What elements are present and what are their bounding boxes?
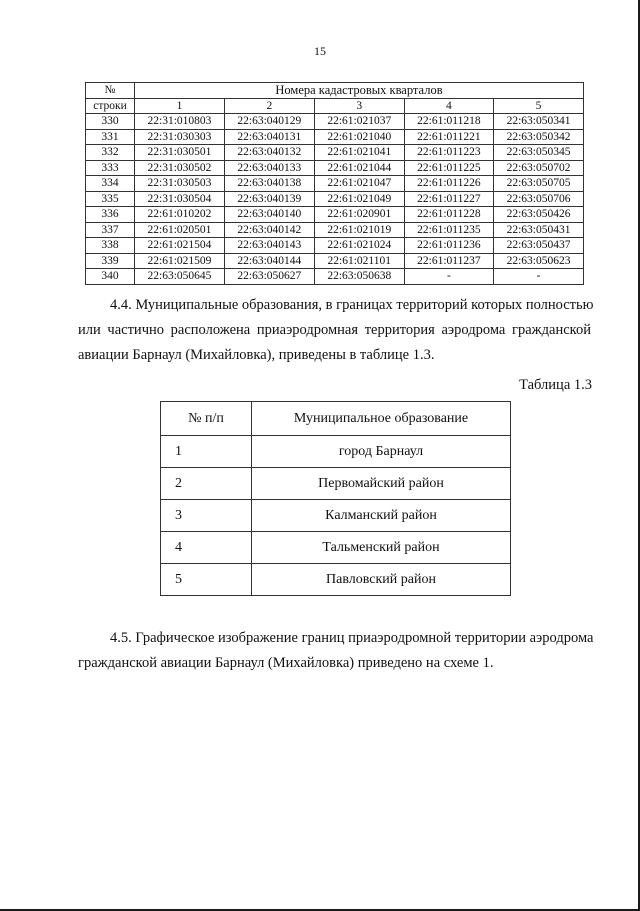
number-cell: 2 [161, 468, 252, 500]
cadastral-number-cell: 22:63:040133 [224, 160, 314, 176]
cadastral-number-cell: - [404, 269, 493, 285]
municipality-name-cell: Павловский район [252, 564, 511, 596]
cadastral-number-cell: 22:63:040138 [224, 176, 314, 192]
paragraph-4-5 [78, 626, 594, 676]
column-number: 3 [314, 98, 404, 114]
table-row [86, 207, 584, 223]
number-column-header: № п/п [161, 402, 252, 436]
cadastral-number-cell: 22:61:021504 [135, 238, 225, 254]
table-row [161, 532, 511, 564]
table-row [86, 160, 584, 176]
cadastral-number-cell: 22:61:021019 [314, 222, 404, 238]
cadastral-quarters-table [85, 82, 584, 285]
municipality-name-cell: Тальменский район [252, 532, 511, 564]
cadastral-number-cell: 22:63:050623 [494, 253, 584, 269]
cadastral-number-cell: 22:61:011237 [404, 253, 493, 269]
table-row [161, 468, 511, 500]
cadastral-number-cell: 22:61:021509 [135, 253, 225, 269]
table-row [86, 253, 584, 269]
municipalities-table-body [161, 436, 511, 596]
cadastral-number-cell: 22:61:011221 [404, 129, 493, 145]
cadastral-number-cell: 22:63:040143 [224, 238, 314, 254]
row-number-cell: 337 [86, 222, 135, 238]
cadastral-group-header: Номера кадастровых кварталов [135, 83, 584, 99]
cadastral-number-cell: 22:31:010803 [135, 114, 225, 130]
cadastral-number-cell: 22:61:010202 [135, 207, 225, 223]
row-number-cell: 332 [86, 145, 135, 161]
row-number-header [86, 83, 135, 99]
table-row [86, 222, 584, 238]
cadastral-number-cell: 22:63:050645 [135, 269, 225, 285]
cadastral-number-cell: 22:61:011235 [404, 222, 493, 238]
paragraph-line: или частично расположена приаэродромная территория аэродрома гражданской [78, 322, 591, 338]
cadastral-number-cell: 22:63:050702 [494, 160, 584, 176]
table-row [86, 176, 584, 192]
cadastral-number-cell: 22:63:040131 [224, 129, 314, 145]
row-number-cell: 333 [86, 160, 135, 176]
cadastral-number-cell: 22:61:021040 [314, 129, 404, 145]
paragraph-line: 4.4. Муниципальные образования, в границах территорий которых полностью [110, 297, 594, 313]
cadastral-number-cell: 22:63:050426 [494, 207, 584, 223]
row-number-cell: 336 [86, 207, 135, 223]
cadastral-number-cell: - [494, 269, 584, 285]
cadastral-number-cell: 22:61:020901 [314, 207, 404, 223]
cadastral-number-cell: 22:63:050706 [494, 191, 584, 207]
cadastral-number-cell: 22:61:011223 [404, 145, 493, 161]
cadastral-number-cell: 22:61:021041 [314, 145, 404, 161]
cadastral-number-cell: 22:63:040144 [224, 253, 314, 269]
cadastral-number-cell: 22:31:030303 [135, 129, 225, 145]
cadastral-number-cell: 22:63:050627 [224, 269, 314, 285]
cadastral-number-cell: 22:63:050342 [494, 129, 584, 145]
number-cell: 4 [161, 532, 252, 564]
column-number: 2 [224, 98, 314, 114]
municipality-name-cell: город Барнаул [252, 436, 511, 468]
municipality-name-cell: Калманский район [252, 500, 511, 532]
cadastral-number-cell: 22:63:040140 [224, 207, 314, 223]
table-row [161, 564, 511, 596]
cadastral-number-cell: 22:61:021037 [314, 114, 404, 130]
number-cell: 3 [161, 500, 252, 532]
cadastral-number-cell: 22:63:040142 [224, 222, 314, 238]
paragraph-4-4 [78, 293, 594, 368]
cadastral-number-cell: 22:61:011226 [404, 176, 493, 192]
table-caption: Таблица 1.3 [519, 377, 592, 393]
cadastral-number-cell: 22:61:020501 [135, 222, 225, 238]
column-number: 5 [494, 98, 584, 114]
paragraph-line: авиации Барнаул (Михайловка), приведены в таблице 1.3. [78, 347, 435, 363]
table-row [86, 269, 584, 285]
cadastral-number-cell: 22:63:050638 [314, 269, 404, 285]
cadastral-number-cell: 22:31:030503 [135, 176, 225, 192]
cadastral-number-cell: 22:63:040129 [224, 114, 314, 130]
table-row [86, 191, 584, 207]
cadastral-number-cell: 22:61:021024 [314, 238, 404, 254]
cadastral-number-cell: 22:63:040132 [224, 145, 314, 161]
paragraph-line: гражданской авиации Барнаул (Михайловка) приведено на схеме 1. [78, 655, 494, 671]
row-number-cell: 339 [86, 253, 135, 269]
cadastral-number-cell: 22:63:050705 [494, 176, 584, 192]
cadastral-number-cell: 22:31:030501 [135, 145, 225, 161]
cadastral-table-body [86, 114, 584, 285]
row-number-header-line1: № [104, 84, 116, 97]
row-number-cell: 330 [86, 114, 135, 130]
cadastral-number-cell: 22:61:021049 [314, 191, 404, 207]
cadastral-number-cell: 22:31:030504 [135, 191, 225, 207]
row-number-header-line2: строки [86, 98, 135, 114]
name-column-header: Муниципальное образование [252, 402, 511, 436]
table-row [86, 238, 584, 254]
row-number-cell: 334 [86, 176, 135, 192]
municipality-name-cell: Первомайский район [252, 468, 511, 500]
municipalities-table [160, 401, 511, 596]
table-row [161, 500, 511, 532]
cadastral-number-cell: 22:61:021101 [314, 253, 404, 269]
table-row [86, 114, 584, 130]
cadastral-number-cell: 22:63:050341 [494, 114, 584, 130]
row-number-cell: 338 [86, 238, 135, 254]
cadastral-number-cell: 22:63:050437 [494, 238, 584, 254]
row-number-cell: 340 [86, 269, 135, 285]
table-row [86, 145, 584, 161]
table-row [86, 129, 584, 145]
cadastral-number-cell: 22:31:030502 [135, 160, 225, 176]
cadastral-number-cell: 22:61:011218 [404, 114, 493, 130]
column-number: 4 [404, 98, 493, 114]
cadastral-number-cell: 22:61:011227 [404, 191, 493, 207]
row-number-cell: 331 [86, 129, 135, 145]
cadastral-number-cell: 22:61:011228 [404, 207, 493, 223]
column-number: 1 [135, 98, 225, 114]
cadastral-number-cell: 22:61:021047 [314, 176, 404, 192]
number-cell: 1 [161, 436, 252, 468]
number-cell: 5 [161, 564, 252, 596]
cadastral-number-cell: 22:61:011236 [404, 238, 493, 254]
page-number: 15 [314, 44, 326, 58]
cadastral-number-cell: 22:61:011225 [404, 160, 493, 176]
row-number-cell: 335 [86, 191, 135, 207]
cadastral-number-cell: 22:63:050431 [494, 222, 584, 238]
table-row [161, 436, 511, 468]
cadastral-number-cell: 22:63:040139 [224, 191, 314, 207]
paragraph-line: 4.5. Графическое изображение границ приаэродромной территории аэродрома [110, 630, 594, 646]
cadastral-number-cell: 22:61:021044 [314, 160, 404, 176]
cadastral-number-cell: 22:63:050345 [494, 145, 584, 161]
